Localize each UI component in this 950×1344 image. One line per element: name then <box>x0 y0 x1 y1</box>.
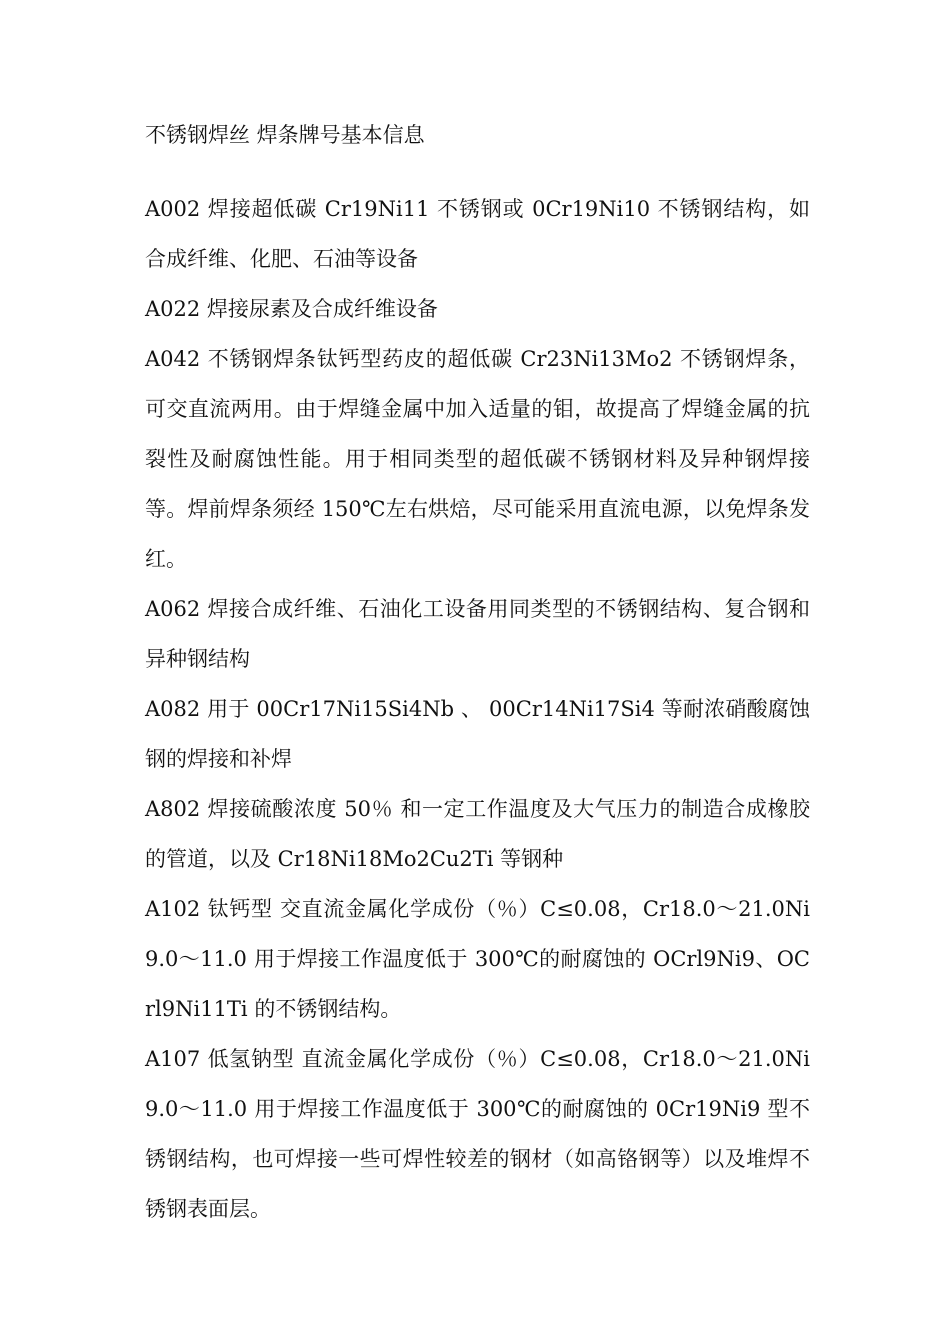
entry-a002: A002 焊接超低碳 Cr19Ni11 不锈钢或 0Cr19Ni10 不锈钢结构，如合成纤维、化肥、石油等设备 <box>145 197 810 271</box>
entry-a802: A802 焊接硫酸浓度 50％ 和一定工作温度及大气压力的制造合成橡胶的管道，以及 Cr18Ni18Mo2Cu2Ti 等钢种 <box>145 797 810 871</box>
entry-a022: A022 焊接尿素及合成纤维设备 <box>145 297 438 321</box>
entry-a102: A102 钛钙型 交直流金属化学成份（％）C≤0.08，Cr18.0～21.0Ni9.0～11.0 用于焊接工作温度低于 300℃的耐腐蚀的 OCrl9Ni9、OCrl9Ni11Ti 的不锈钢结构。 <box>145 897 810 1021</box>
entry-a082: A082 用于 00Cr17Ni15Si4Nb 、 00Cr14Ni17Si4 等耐浓硝酸腐蚀钢的焊接和补焊 <box>145 697 810 771</box>
entry-a042: A042 不锈钢焊条钛钙型药皮的超低碳 Cr23Ni13Mo2 不锈钢焊条，可交直流两用。由于焊缝金属中加入适量的钼，故提高了焊缝金属的抗裂性及耐腐蚀性能。用于相同类型的超低碳不锈钢材料及异种钢焊接等。焊前焊条须经 150℃左右烘焙，尽可能采用直流电源，以免焊条发红。 <box>145 347 810 571</box>
document-body <box>145 110 810 1234</box>
entry-a062: A062 焊接合成纤维、石油化工设备用同类型的不锈钢结构、复合钢和异种钢结构 <box>145 597 810 671</box>
document-title: 不锈钢焊丝 焊条牌号基本信息 <box>145 123 425 147</box>
entry-a107: A107 低氢钠型 直流金属化学成份（％）C≤0.08，Cr18.0～21.0Ni9.0～11.0 用于焊接工作温度低于 300℃的耐腐蚀的 0Cr19Ni9 型不锈钢结构，也可焊接一些可焊性较差的钢材（如高铬钢等）以及堆焊不锈钢表面层。 <box>145 1047 810 1221</box>
